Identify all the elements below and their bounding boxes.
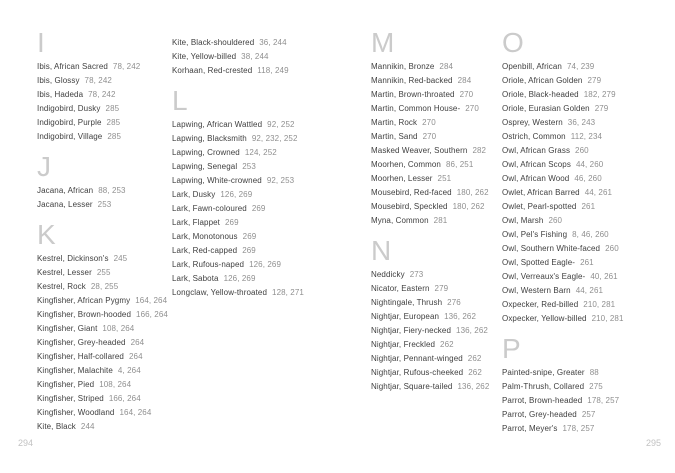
entry-page-refs: 108, 264 xyxy=(102,324,135,333)
entry-name: Kingfisher, African Pygmy xyxy=(37,296,131,305)
index-entry xyxy=(172,272,330,286)
entry-name: Kingfisher, Grey-headed xyxy=(37,338,126,347)
entry-page-refs: 44, 260 xyxy=(575,160,604,169)
section-letter: J xyxy=(37,151,51,182)
entry-name: Lapwing, African Wattled xyxy=(172,120,263,129)
entry-page-refs: 264 xyxy=(128,352,143,361)
entry-name: Owl, Pel's Fishing xyxy=(502,230,568,239)
entry-page-refs: 270 xyxy=(422,118,436,127)
entry-name: Indigobird, Dusky xyxy=(37,104,101,113)
entry-name: Nightjar, Freckled xyxy=(371,340,436,349)
index-section xyxy=(502,27,667,326)
index-entry xyxy=(172,36,330,50)
index-entry xyxy=(37,74,169,88)
index-entry xyxy=(172,146,330,160)
index-entry xyxy=(371,200,519,214)
index-entry xyxy=(37,364,169,378)
entry-page-refs: 4, 264 xyxy=(117,366,141,375)
entry-name: Lark, Fawn-coloured xyxy=(172,204,247,213)
entry-page-refs: 282 xyxy=(472,146,487,155)
section-letter: L xyxy=(172,85,188,116)
index-section xyxy=(371,235,519,394)
entry-page-refs: 261 xyxy=(581,202,596,211)
index-entry xyxy=(502,200,667,214)
index-entry xyxy=(172,244,330,258)
index-entry xyxy=(371,74,519,88)
entry-name: Nightjar, Pennant-winged xyxy=(371,354,463,363)
entry-name: Parrot, Meyer's xyxy=(502,424,558,433)
index-entry xyxy=(502,214,667,228)
index-entry xyxy=(502,242,667,256)
entry-name: Oriole, Black-headed xyxy=(502,90,579,99)
entry-name: Owlet, African Barred xyxy=(502,188,580,197)
entry-name: Ibis, Glossy xyxy=(37,76,80,85)
entry-page-refs: 270 xyxy=(422,132,437,141)
entry-name: Kingfisher, Striped xyxy=(37,394,104,403)
index-entry xyxy=(37,266,169,280)
entry-page-refs: 261 xyxy=(580,258,594,267)
entry-page-refs: 88, 253 xyxy=(98,186,126,195)
entry-name: Owl, Marsh xyxy=(502,216,544,225)
entry-page-refs: 279 xyxy=(594,104,609,113)
section-letter: O xyxy=(502,27,524,58)
index-entry xyxy=(37,392,169,406)
entry-name: Nightjar, Fiery-necked xyxy=(371,326,452,335)
index-entry xyxy=(172,188,330,202)
entry-page-refs: 40, 261 xyxy=(590,272,618,281)
entry-page-refs: 273 xyxy=(409,270,424,279)
entry-page-refs: 36, 243 xyxy=(567,118,596,127)
entry-page-refs: 44, 261 xyxy=(575,286,604,295)
entry-page-refs: 257 xyxy=(581,410,596,419)
entry-name: Painted-snipe, Greater xyxy=(502,368,585,377)
index-section xyxy=(37,151,169,212)
entry-page-refs: 285 xyxy=(105,104,120,113)
entry-name: Mousebird, Speckled xyxy=(371,202,448,211)
entry-page-refs: 251 xyxy=(437,174,452,183)
entry-page-refs: 255 xyxy=(96,268,111,277)
entry-page-refs: 284 xyxy=(439,62,454,71)
entry-name: Masked Weaver, Southern xyxy=(371,146,468,155)
entry-page-refs: 92, 232, 252 xyxy=(251,134,298,143)
entry-page-refs: 118, 249 xyxy=(257,66,289,75)
index-entry xyxy=(172,202,330,216)
index-entry xyxy=(371,60,519,74)
index-entry xyxy=(37,88,169,102)
entry-name: Owl, African Wood xyxy=(502,174,570,183)
entry-page-refs: 92, 252 xyxy=(267,120,295,129)
entry-name: Lark, Red-capped xyxy=(172,246,238,255)
entry-name: Jacana, Lesser xyxy=(37,200,93,209)
index-section xyxy=(172,85,330,300)
entry-page-refs: 270 xyxy=(459,90,474,99)
entry-page-refs: 262 xyxy=(467,354,482,363)
index-entry xyxy=(371,158,519,172)
index-section xyxy=(371,27,519,228)
entry-name: Owl, African Grass xyxy=(502,146,571,155)
entry-name: Kingfisher, Woodland xyxy=(37,408,115,417)
index-entry xyxy=(502,380,667,394)
index-entry xyxy=(371,366,519,380)
entry-page-refs: 166, 264 xyxy=(136,310,168,319)
entry-name: Palm-Thrush, Collared xyxy=(502,382,585,391)
index-entry xyxy=(371,130,519,144)
entry-page-refs: 182, 279 xyxy=(583,90,616,99)
entry-name: Korhaan, Red-crested xyxy=(172,66,253,75)
entry-page-refs: 210, 281 xyxy=(591,314,624,323)
index-column xyxy=(371,27,519,394)
entry-name: Lapwing, Blacksmith xyxy=(172,134,247,143)
index-column xyxy=(172,30,330,300)
entry-name: Kite, Black xyxy=(37,422,76,431)
index-section xyxy=(37,27,169,144)
entry-page-refs: 88 xyxy=(589,368,599,377)
entry-page-refs: 285 xyxy=(106,118,121,127)
entry-name: Martin, Sand xyxy=(371,132,418,141)
index-entry xyxy=(502,256,667,270)
index-entry xyxy=(172,258,330,272)
index-entry xyxy=(371,172,519,186)
entry-name: Moorhen, Lesser xyxy=(371,174,433,183)
index-entry xyxy=(502,102,667,116)
index-entry xyxy=(502,130,667,144)
entry-name: Lapwing, White-crowned xyxy=(172,176,262,185)
entry-page-refs: 164, 264 xyxy=(119,408,152,417)
entry-name: Mannikin, Bronze xyxy=(371,62,435,71)
entry-name: Parrot, Grey-headed xyxy=(502,410,577,419)
index-entry xyxy=(502,228,667,242)
index-entry xyxy=(37,294,169,308)
entry-name: Kingfisher, Pied xyxy=(37,380,95,389)
entry-name: Owl, Western Barn xyxy=(502,286,571,295)
section-letter: M xyxy=(371,27,395,58)
section-letter: N xyxy=(371,235,392,266)
entry-name: Oxpecker, Red-billed xyxy=(502,300,579,309)
index-entry xyxy=(371,144,519,158)
index-entry xyxy=(371,88,519,102)
index-entry xyxy=(172,216,330,230)
index-entry xyxy=(371,310,519,324)
page-number-left: 294 xyxy=(18,438,34,448)
entry-page-refs: 284 xyxy=(457,76,472,85)
entry-name: Kingfisher, Giant xyxy=(37,324,98,333)
index-entry xyxy=(37,406,169,420)
entry-name: Kestrel, Dickinson's xyxy=(37,254,109,263)
entry-name: Mousebird, Red-faced xyxy=(371,188,452,197)
entry-page-refs: 269 xyxy=(242,246,256,255)
index-entry xyxy=(371,282,519,296)
index-entry xyxy=(37,378,169,392)
entry-name: Martin, Common House- xyxy=(371,104,461,113)
index-entry xyxy=(172,132,330,146)
entry-name: Neddicky xyxy=(371,270,405,279)
entry-page-refs: 276 xyxy=(447,298,461,307)
entry-name: Nightjar, European xyxy=(371,312,440,321)
index-entry xyxy=(502,422,667,436)
entry-page-refs: 164, 264 xyxy=(135,296,168,305)
entry-page-refs: 269 xyxy=(251,204,266,213)
index-entry xyxy=(172,174,330,188)
entry-page-refs: 108, 264 xyxy=(99,380,132,389)
entry-name: Jacana, African xyxy=(37,186,94,195)
entry-name: Kingfisher, Half-collared xyxy=(37,352,124,361)
entry-page-refs: 38, 244 xyxy=(241,52,269,61)
entry-page-refs: 126, 269 xyxy=(249,260,282,269)
entry-name: Kite, Black-shouldered xyxy=(172,38,255,47)
index-entry xyxy=(371,352,519,366)
entry-name: Indigobird, Village xyxy=(37,132,103,141)
entry-name: Nightingale, Thrush xyxy=(371,298,443,307)
entry-name: Oxpecker, Yellow-billed xyxy=(502,314,587,323)
index-entry xyxy=(371,116,519,130)
entry-page-refs: 260 xyxy=(605,244,619,253)
entry-name: Lark, Monotonous xyxy=(172,232,238,241)
entry-name: Openbill, African xyxy=(502,62,562,71)
entry-name: Kestrel, Lesser xyxy=(37,268,92,277)
entry-page-refs: 44, 261 xyxy=(584,188,613,197)
entry-page-refs: 126, 269 xyxy=(220,190,253,199)
entry-page-refs: 279 xyxy=(434,284,449,293)
index-entry xyxy=(172,230,330,244)
index-entry xyxy=(502,394,667,408)
index-entry xyxy=(37,350,169,364)
entry-name: Ibis, Hadeda xyxy=(37,90,84,99)
entry-name: Lark, Dusky xyxy=(172,190,216,199)
entry-name: Owl, African Scops xyxy=(502,160,571,169)
entry-page-refs: 264 xyxy=(130,338,145,347)
entry-page-refs: 260 xyxy=(548,216,563,225)
entry-name: Lapwing, Senegal xyxy=(172,162,238,171)
entry-page-refs: 74, 239 xyxy=(566,62,595,71)
section-letter: I xyxy=(37,27,45,58)
index-entry xyxy=(37,420,169,434)
index-entry xyxy=(37,184,169,198)
index-entry xyxy=(37,198,169,212)
entry-name: Mannikin, Red-backed xyxy=(371,76,453,85)
index-entry xyxy=(502,144,667,158)
entry-name: Lark, Sabota xyxy=(172,274,219,283)
entry-name: Ibis, African Sacred xyxy=(37,62,108,71)
entry-page-refs: 78, 242 xyxy=(88,90,116,99)
index-entry xyxy=(371,380,519,394)
index-entry xyxy=(37,60,169,74)
entry-name: Longclaw, Yellow-throated xyxy=(172,288,268,297)
entry-page-refs: 124, 252 xyxy=(244,148,277,157)
index-entry xyxy=(502,116,667,130)
index-entry xyxy=(172,50,330,64)
entry-page-refs: 28, 255 xyxy=(90,282,119,291)
entry-page-refs: 253 xyxy=(97,200,112,209)
entry-page-refs: 8, 46, 260 xyxy=(572,230,609,239)
entry-page-refs: 180, 262 xyxy=(452,202,485,211)
index-section xyxy=(37,219,169,434)
entry-page-refs: 46, 260 xyxy=(574,174,602,183)
entry-page-refs: 285 xyxy=(107,132,122,141)
index-entry xyxy=(172,286,330,300)
entry-name: Lark, Flappet xyxy=(172,218,220,227)
index-entry xyxy=(172,64,330,78)
entry-name: Kingfisher, Brown-hooded xyxy=(37,310,132,319)
index-entry xyxy=(37,280,169,294)
entry-page-refs: 92, 253 xyxy=(266,176,295,185)
index-entry xyxy=(502,74,667,88)
index-entry xyxy=(502,186,667,200)
entry-page-refs: 281 xyxy=(433,216,448,225)
index-entry xyxy=(502,298,667,312)
entry-page-refs: 178, 257 xyxy=(587,396,620,405)
index-entry xyxy=(172,160,330,174)
entry-page-refs: 136, 262 xyxy=(444,312,477,321)
index-entry xyxy=(37,308,169,322)
entry-page-refs: 78, 242 xyxy=(112,62,141,71)
entry-page-refs: 210, 281 xyxy=(583,300,616,309)
entry-name: Owl, Spotted Eagle- xyxy=(502,258,576,267)
index-column xyxy=(37,27,169,434)
index-entry xyxy=(37,252,169,266)
index-entry xyxy=(502,172,667,186)
index-entry xyxy=(37,322,169,336)
entry-page-refs: 269 xyxy=(225,218,239,227)
index-entry xyxy=(502,60,667,74)
entry-name: Martin, Rock xyxy=(371,118,418,127)
entry-page-refs: 245 xyxy=(113,254,128,263)
entry-name: Kestrel, Rock xyxy=(37,282,86,291)
index-entry xyxy=(37,336,169,350)
index-entry xyxy=(371,268,519,282)
entry-name: Owl, Verreaux's Eagle- xyxy=(502,272,586,281)
index-entry xyxy=(502,284,667,298)
entry-name: Moorhen, Common xyxy=(371,160,441,169)
index-column xyxy=(502,27,667,436)
entry-name: Ostrich, Common xyxy=(502,132,566,141)
entry-name: Indigobird, Purple xyxy=(37,118,102,127)
index-entry xyxy=(502,366,667,380)
entry-name: Kite, Yellow-billed xyxy=(172,52,237,61)
entry-page-refs: 166, 264 xyxy=(108,394,141,403)
entry-page-refs: 126, 269 xyxy=(223,274,256,283)
index-entry xyxy=(502,312,667,326)
entry-page-refs: 279 xyxy=(587,76,602,85)
entry-name: Owl, Southern White-faced xyxy=(502,244,601,253)
entry-name: Myna, Common xyxy=(371,216,429,225)
entry-name: Martin, Brown-throated xyxy=(371,90,455,99)
entry-page-refs: 78, 242 xyxy=(84,76,112,85)
entry-page-refs: 136, 262 xyxy=(456,326,488,335)
entry-page-refs: 253 xyxy=(242,162,256,171)
entry-name: Owlet, Pearl-spotted xyxy=(502,202,577,211)
entry-page-refs: 244 xyxy=(80,422,95,431)
entry-page-refs: 269 xyxy=(242,232,257,241)
index-section xyxy=(172,36,330,78)
entry-name: Nightjar, Square-tailed xyxy=(371,382,453,391)
entry-page-refs: 136, 262 xyxy=(457,382,490,391)
index-entry xyxy=(502,270,667,284)
entry-name: Kingfisher, Malachite xyxy=(37,366,113,375)
entry-page-refs: 86, 251 xyxy=(445,160,474,169)
index-entry xyxy=(371,214,519,228)
entry-page-refs: 260 xyxy=(575,146,589,155)
entry-name: Oriole, Eurasian Golden xyxy=(502,104,590,113)
index-section xyxy=(502,333,667,436)
entry-name: Lark, Rufous-naped xyxy=(172,260,245,269)
entry-page-refs: 178, 257 xyxy=(562,424,595,433)
page-number-right: 295 xyxy=(645,438,661,448)
index-entry xyxy=(172,118,330,132)
index-entry xyxy=(371,338,519,352)
entry-page-refs: 262 xyxy=(468,368,482,377)
entry-name: Nicator, Eastern xyxy=(371,284,430,293)
entry-name: Parrot, Brown-headed xyxy=(502,396,583,405)
index-entry xyxy=(37,116,169,130)
entry-page-refs: 180, 262 xyxy=(456,188,489,197)
section-letter: K xyxy=(37,219,56,250)
entry-name: Oriole, African Golden xyxy=(502,76,583,85)
entry-page-refs: 270 xyxy=(465,104,479,113)
index-entry xyxy=(371,324,519,338)
index-entry xyxy=(502,158,667,172)
entry-page-refs: 262 xyxy=(440,340,454,349)
entry-page-refs: 275 xyxy=(589,382,603,391)
entry-page-refs: 112, 234 xyxy=(570,132,603,141)
index-entry xyxy=(37,130,169,144)
entry-page-refs: 128, 271 xyxy=(272,288,304,297)
index-entry xyxy=(371,102,519,116)
index-entry xyxy=(371,296,519,310)
section-letter: P xyxy=(502,333,521,364)
index-entry xyxy=(502,408,667,422)
entry-name: Osprey, Western xyxy=(502,118,563,127)
entry-page-refs: 36, 244 xyxy=(259,38,287,47)
index-entry xyxy=(371,186,519,200)
index-entry xyxy=(502,88,667,102)
entry-name: Lapwing, Crowned xyxy=(172,148,240,157)
entry-name: Nightjar, Rufous-cheeked xyxy=(371,368,464,377)
index-entry xyxy=(37,102,169,116)
